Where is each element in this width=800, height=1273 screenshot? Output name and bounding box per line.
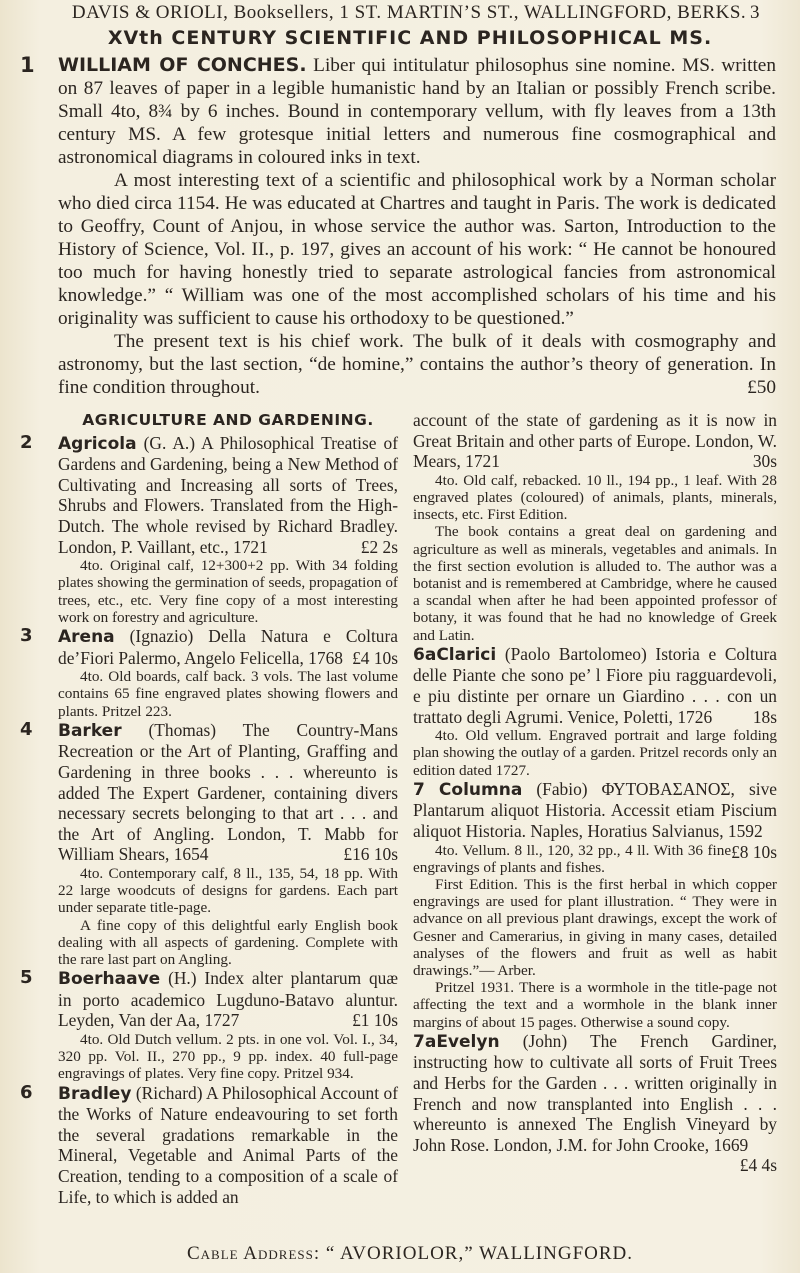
entry-description: 4to. Old vellum. Engraved portrait and large folding plan showing the outlay of a garden. Pritzel records only an edition dated 1727. bbox=[413, 727, 777, 779]
entry-heading bbox=[58, 968, 398, 1031]
entry-heading bbox=[58, 1083, 398, 1208]
lot-number: 1 bbox=[20, 53, 35, 77]
entry-note: The book contains a great deal on gardening and agriculture as well as minerals, vegetables and animals. In the first section evolution is alluded to. The author was a botanist and is remembered at Cambridge, where he caused a scandal when after he had been appointed professor of botany, it was found that he had no knowledge of Greek and Latin. bbox=[413, 523, 777, 644]
lot-price: £2 2s bbox=[360, 536, 398, 557]
category-heading: AGRICULTURE AND GARDENING. bbox=[82, 411, 374, 429]
entry-description: 4to. Vellum. 8 ll., 120, 32 pp., 4 ll. With 36 fine engravings of plants and fishes. bbox=[413, 841, 732, 876]
lead-lot bbox=[20, 53, 776, 399]
lead-lot-description bbox=[58, 54, 776, 169]
lot-number: 6a bbox=[413, 644, 437, 665]
right-column bbox=[413, 410, 777, 1176]
entry-title: (John) The French Gardiner, instructing how to cultivate all sorts of Fruit Trees and Herbs for the Garden . . . written originally in French and now transplanted into English . . . whereunto is annexed The English Vineyard by John Rose. London, J.M. for John Crooke, 1669 bbox=[413, 1030, 777, 1155]
lead-lot-text: Liber qui intitulatur philosophus sine nomine. MS. written on 87 leaves of paper in a legible humanistic hand by an Italian or possibly French scribe. Small 4to, 8¾ by 6 inches. Bound in contemporary vellum, with fly leaves from a 13th century MS. A few grotesque initial letters and numerous fine cosmographical and astronomical diagrams in coloured inks in text. bbox=[58, 55, 776, 168]
lot-price: 30s bbox=[752, 451, 777, 472]
cable-address bbox=[60, 1243, 760, 1265]
entry-title: (Richard) A Philosophical Account of the Works of Nature endeavouring to set forth the several gradations remarkable in the Mineral, Vegetable and Animal Parts of the Creation, tending to a composition of a scale of Life, to which is added an bbox=[58, 1082, 398, 1207]
entry-heading bbox=[58, 433, 398, 558]
entry-heading bbox=[58, 720, 398, 865]
entry-author: Arena bbox=[58, 626, 115, 647]
entry-author: Barker bbox=[58, 720, 122, 741]
entry-note: Pritzel 1931. There is a wormhole in the title-page not affecting the text and a wormhole in the blank inner margins of about 15 pages. Otherwise a sound copy. bbox=[413, 979, 777, 1031]
catalogue-entry bbox=[20, 431, 398, 626]
entry-description: 4to. Old boards, calf back. 3 vols. The last volume contains 65 fine engraved plates showing flowers and plants. Pritzel 223. bbox=[58, 668, 398, 720]
entry-author: Clarici bbox=[436, 644, 497, 665]
entry-title: (G. A.) A Philosophical Treatise of Gardens and Gardening, being a New Method of Cultivating and Increasing all sorts of Trees, Shrubs and Flowers. Translated from the High-Dutch. The whole revised by Richard Bradley. London, P. Vaillant, etc., 1721 bbox=[58, 432, 398, 557]
entry-heading bbox=[413, 644, 777, 727]
lead-lot-condition-text: The present text is his chief work. The bulk of it deals with cosmography and astronomy, but the last section, “de homine,” contains the author’s theory of generation. In fine condition throughout. bbox=[58, 331, 776, 398]
catalogue-entry bbox=[20, 718, 398, 968]
entry-note: A fine copy of this delightful early English book dealing with all aspects of gardening. Complete with the rare last part on Angling. bbox=[58, 916, 398, 968]
entry-author: Evelyn bbox=[436, 1031, 500, 1052]
cable-label: Cable Address: bbox=[186, 1243, 321, 1264]
catalogue-entry-continued bbox=[413, 410, 777, 644]
lot-number: 7 bbox=[413, 779, 425, 800]
running-head bbox=[58, 2, 760, 24]
entry-description: 4to. Old calf, rebacked. 10 ll., 194 pp., 1 leaf. With 28 engraved plates (coloured) of animals, plants, minerals, insects, etc. First Edition. bbox=[413, 471, 777, 524]
catalogue-entry bbox=[20, 1081, 398, 1208]
catalogue-entry bbox=[413, 1030, 777, 1176]
lot-price: £4 10s bbox=[352, 647, 398, 668]
catalogue-entry bbox=[20, 967, 398, 1083]
section-title: XVth CENTURY SCIENTIFIC AND PHILOSOPHICAL MS. bbox=[107, 27, 713, 49]
lead-lot-condition bbox=[58, 330, 776, 399]
lot-price: £50 bbox=[747, 377, 776, 398]
entry-heading bbox=[58, 626, 398, 668]
entry-author: Bradley bbox=[58, 1083, 132, 1104]
page-number: 3 bbox=[750, 2, 760, 23]
entry-title: (Thomas) The Country-Mans Recreation or the Art of Planting, Graffing and Gardening in three books . . . whereunto is added The Expert Gardener, containing divers necessary secrets belonging to that art . . . and the Art of Angling. London, T. Mabb for William Shears, 1654 bbox=[58, 719, 398, 865]
lead-lot-commentary: A most interesting text of a scientific and philosophical work by a Norman scholar who died circa 1154. He was educated at Chartres and taught in Paris. The work is dedicated to Geoffry, Count of Anjou, in whose service the author was. Sarton, Introduction to the History of Science, Vol. II., p. 197, gives an account of his work: “ He cannot be honoured too much for having honestly tried to separate astrological fancies from astronomical knowledge.” “ William was one of the most accomplished scholars of his time and his originality was sufficient to cause his orthodoxy to be questioned.” bbox=[58, 170, 776, 329]
entry-title: (Paolo Bartolomeo) Istoria e Coltura delle Piante che sono pe’ l Fiore piu ragguardevoli, e piu distinte per ornare un Giardino . . . con un trattato degli Agrumi. Venice, Poletti, 1726 bbox=[413, 643, 777, 727]
lot-number: 5 bbox=[20, 967, 33, 989]
entry-title: (Fabio) ΦΥΤΟΒΑΣΑΝΟΣ, sive Plantarum aliquot Historia. Accessit etiam Piscium aliquot Historia. Naples, Horatius Salvianus, 1592 bbox=[413, 778, 777, 841]
entry-author: Columna bbox=[438, 779, 523, 800]
catalogue-entry bbox=[413, 644, 777, 779]
entry-description: 4to. Original calf, 12+300+2 pp. With 34 folding plates showing the germination of seeds, propagation of trees, etc., etc. Very fine copy of a most interesting work on forestry and agriculture. bbox=[58, 557, 398, 626]
lot-number: 6 bbox=[20, 1081, 33, 1103]
lot-number: 2 bbox=[20, 431, 33, 453]
lot-number: 7a bbox=[413, 1031, 437, 1052]
entry-note: First Edition. This is the first herbal in which copper engravings are used for plant illustration. “ They were in advance on all previous plant drawings, except the work of Gesner and Camerarius, in giving in many cases, detailed analyses of the flowers and fruit as well as habit drawings.”— Arber. bbox=[413, 875, 777, 979]
catalogue-entry bbox=[413, 779, 777, 1031]
entry-continuation bbox=[413, 410, 777, 472]
lot-price: £8 10s bbox=[731, 841, 777, 862]
entry-author: Agricola bbox=[58, 433, 137, 454]
lot-number: 3 bbox=[20, 624, 33, 646]
running-head-text: DAVIS & ORIOLI, Booksellers, 1 ST. MARTIN’S ST., WALLINGFORD, BERKS. bbox=[71, 2, 747, 23]
lot-price: £16 10s bbox=[343, 844, 398, 865]
entry-heading bbox=[413, 1030, 777, 1176]
lot-number: 4 bbox=[20, 718, 33, 740]
catalogue-entry bbox=[20, 624, 398, 720]
entry-description: 4to. Old Dutch vellum. 2 pts. in one vol. Vol. I., 34, 320 pp. Vol. II., 270 pp., 9 pp. index. 40 full-page engravings of plates. Very fine copy. Pritzel 934. bbox=[58, 1030, 398, 1083]
cable-value: “ AVORIOLOR,” WALLINGFORD. bbox=[325, 1243, 634, 1264]
entry-title: account of the state of gardening as it is now in Great Britain and other parts of Europe. London, W. Mears, 1721 bbox=[413, 410, 777, 472]
left-column bbox=[20, 410, 398, 1207]
entry-title: (Ignazio) Della Natura e Coltura de’Fiori Palermo, Angelo Felicella, 1768 bbox=[58, 625, 398, 668]
lot-author: WILLIAM OF CONCHES. bbox=[58, 54, 307, 76]
entry-author: Boerhaave bbox=[58, 969, 161, 990]
lot-price: £1 10s bbox=[352, 1010, 398, 1031]
entry-title: (H.) Index alter plantarum quæ in porto academico Lugduno-Batavo aluntur. Leyden, Van der Aa, 1727 bbox=[58, 968, 398, 1031]
lot-price: £4 4s bbox=[739, 1155, 777, 1176]
lot-price: 18s bbox=[752, 706, 777, 727]
entry-description: 4to. Contemporary calf, 8 ll., 135, 54, 18 pp. With 22 large woodcuts of designs for gardens. Each part under separate title-page. bbox=[58, 864, 398, 917]
